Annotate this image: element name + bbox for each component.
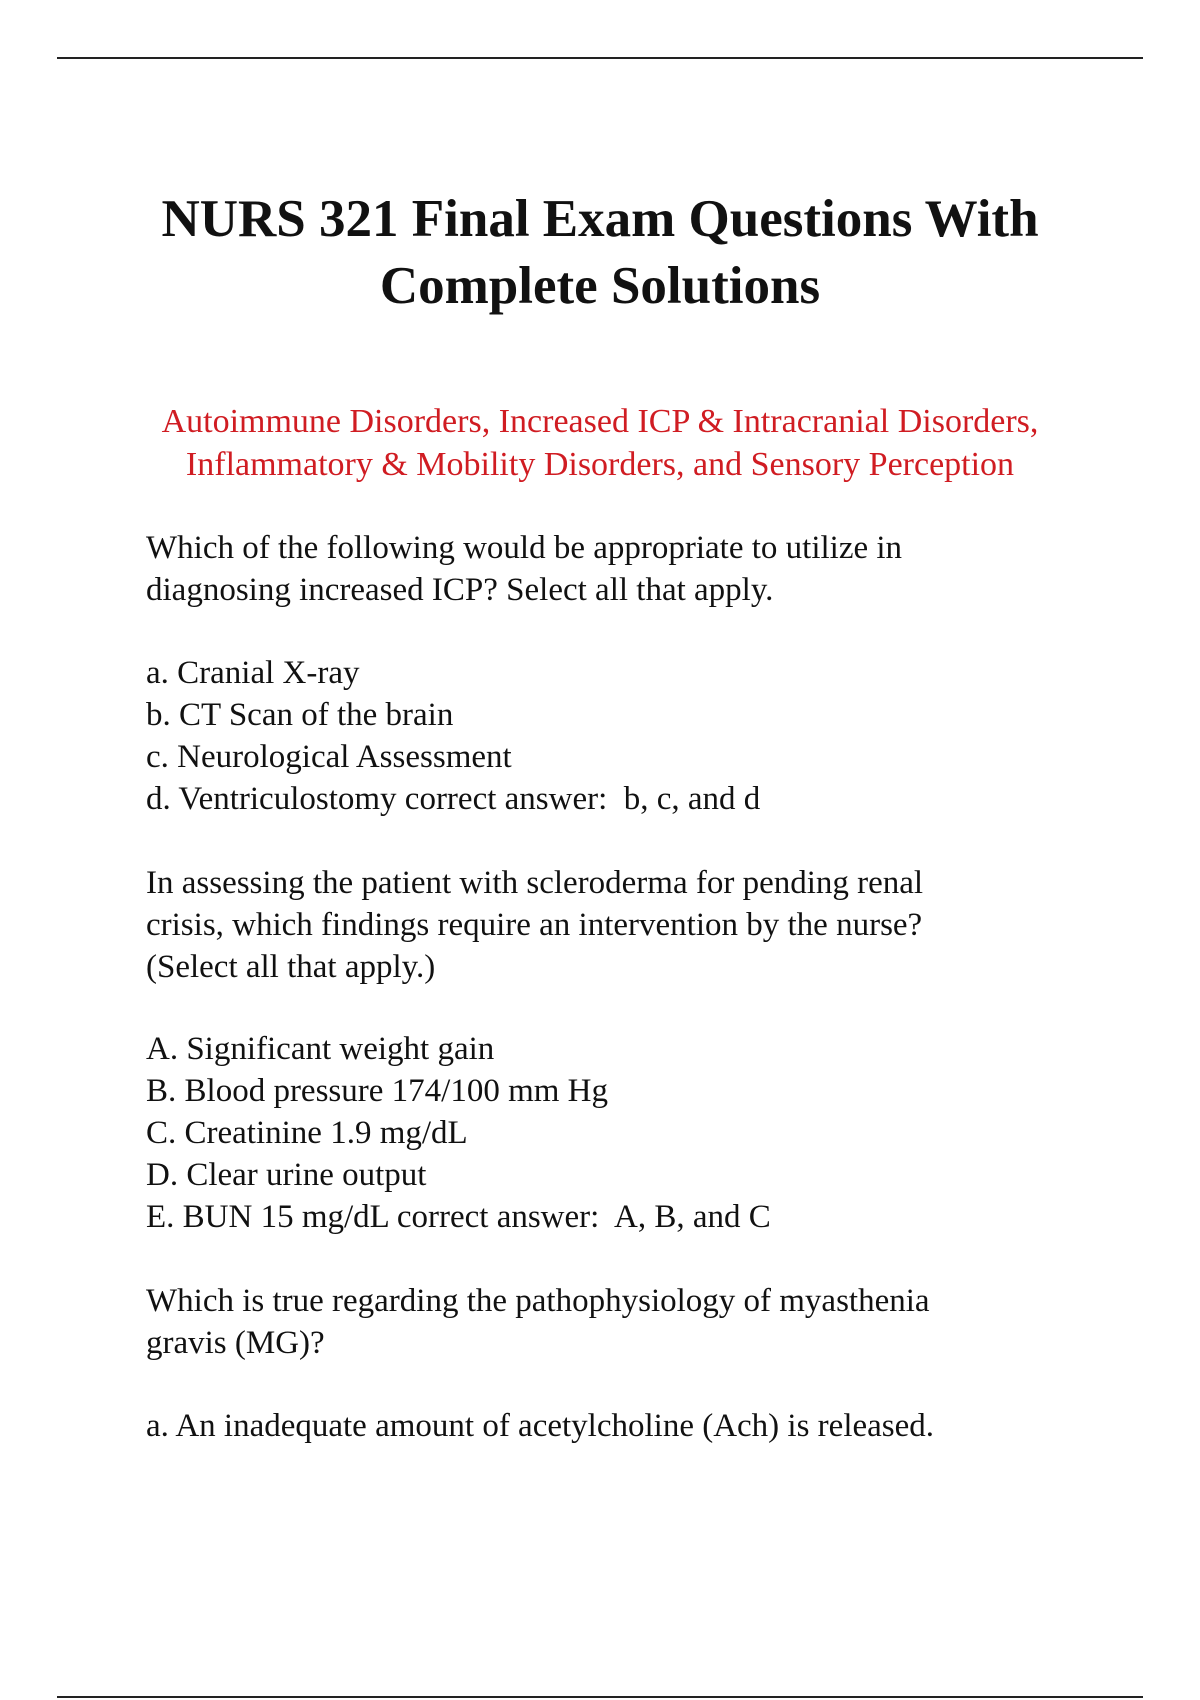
question-3-options — [146, 1405, 1126, 1447]
title-line: Complete Solutions — [379, 257, 821, 315]
title-line: NURS 321 Final Exam Questions With — [161, 190, 1039, 248]
top-rule — [57, 57, 1143, 59]
option-line: C. Creatinine 1.9 mg/dL — [146, 1115, 468, 1151]
option-line-with-answer: E. BUN 15 mg/dL correct answer: A, B, and C — [146, 1199, 771, 1235]
topics-subtitle — [80, 400, 1120, 486]
option-line: D. Clear urine output — [146, 1157, 427, 1193]
stem-line: (Select all that apply.) — [146, 949, 436, 985]
option-line-with-answer: d. Ventriculostomy correct answer: b, c, and d — [146, 781, 761, 817]
question-1-options — [146, 652, 1126, 820]
option-line: B. Blood pressure 174/100 mm Hg — [146, 1073, 608, 1109]
question-3-stem — [146, 1280, 1126, 1364]
stem-line: gravis (MG)? — [146, 1325, 325, 1361]
option-line: a. Cranial X-ray — [146, 655, 360, 691]
option-line: A. Significant weight gain — [146, 1031, 495, 1067]
question-1-stem — [146, 527, 1126, 611]
question-2-stem — [146, 862, 1126, 988]
stem-line: Which is true regarding the pathophysiology of myasthenia — [146, 1283, 930, 1319]
stem-line: In assessing the patient with scleroderma for pending renal — [146, 865, 924, 901]
bottom-rule — [57, 1696, 1143, 1698]
question-2-options — [146, 1028, 1126, 1238]
stem-line: Which of the following would be appropriate to utilize in — [146, 530, 903, 566]
subtitle-line: Inflammatory & Mobility Disorders, and Sensory Perception — [185, 446, 1015, 483]
option-line: a. An inadequate amount of acetylcholine (Ach) is released. — [146, 1408, 935, 1444]
option-line: b. CT Scan of the brain — [146, 697, 454, 733]
option-line: c. Neurological Assessment — [146, 739, 512, 775]
stem-line: crisis, which findings require an intervention by the nurse? — [146, 907, 923, 943]
document-title — [100, 186, 1100, 320]
subtitle-line: Autoimmune Disorders, Increased ICP & Intracranial Disorders, — [161, 403, 1039, 440]
stem-line: diagnosing increased ICP? Select all that apply. — [146, 572, 774, 608]
